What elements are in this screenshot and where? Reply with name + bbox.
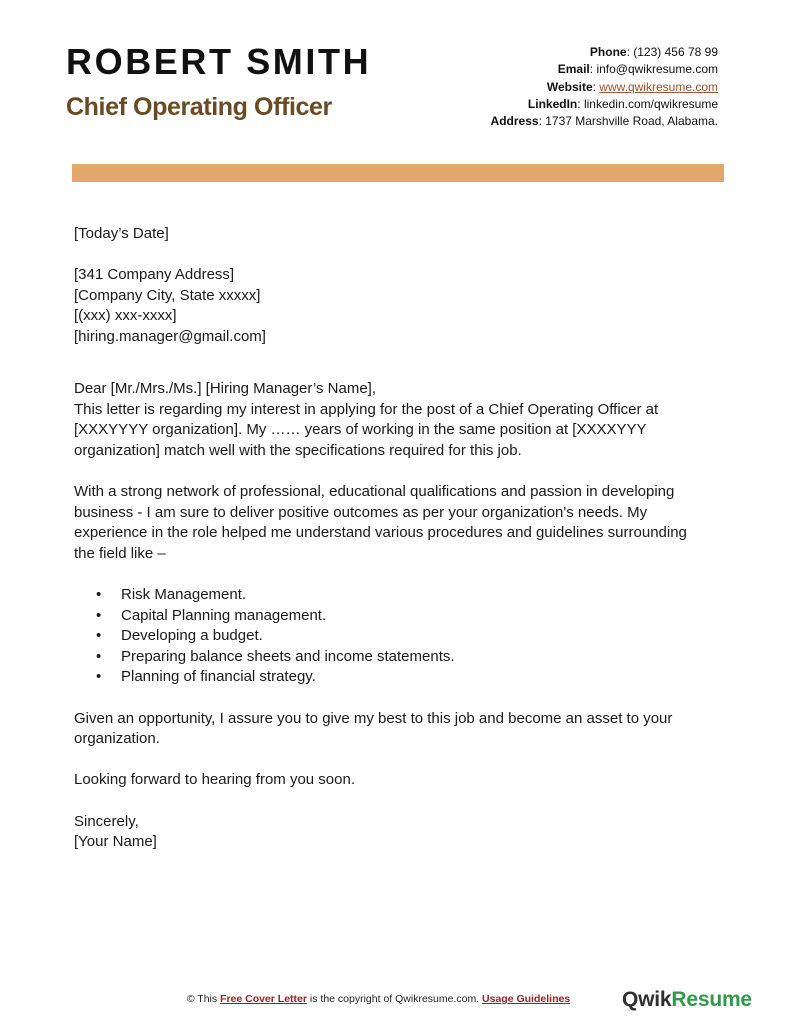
letter-date: [Today’s Date] (74, 225, 169, 242)
spacer (74, 791, 734, 812)
email-value[interactable]: info@qwikresume.com (596, 62, 718, 77)
usage-guidelines-link[interactable]: Usage Guidelines (482, 993, 571, 1005)
recipient-line: [Company City, State xxxxx] (74, 286, 261, 304)
list-item: • Risk Management. (121, 585, 734, 606)
list-item: • Preparing balance sheets and income statements. (121, 647, 734, 668)
paragraph-line: With a strong network of professional, educational qualifications and passion in developing (74, 483, 675, 501)
footer-prefix: © This (186, 993, 221, 1005)
recipient-line: [341 Company Address] (74, 266, 235, 284)
footer-middle: is the copyright of Qwikresume.com. (306, 993, 483, 1005)
logo-part-resume: Resume (671, 988, 752, 1011)
contact-phone: Phone: (123) 456 78 99 (589, 45, 718, 59)
spacer (74, 368, 734, 379)
recipient-line: [hiring.manager@gmail.com] (74, 327, 266, 345)
spacer (74, 750, 734, 771)
recipient-line: [(xxx) xxx-xxxx] (74, 307, 177, 325)
email-label: Email (557, 62, 590, 77)
spacer (74, 565, 734, 586)
linkedin-label: LinkedIn (527, 96, 578, 111)
spacer (74, 348, 734, 369)
list-item: • Developing a budget. (121, 626, 734, 647)
paragraph-1 (74, 400, 734, 462)
phone-value: (123) 456 78 99 (633, 45, 718, 59)
accent-divider (72, 164, 724, 182)
paragraph-line: the field like – (74, 544, 166, 562)
paragraph-line: This letter is regarding my interest in applying for the post of a Chief Operating Officer at (74, 400, 659, 418)
paragraph-4: Looking forward to hearing from you soon. (74, 771, 355, 789)
signature: [Your Name] (74, 833, 157, 851)
skills-list (74, 585, 734, 688)
logo-part-qwik: Qwik (622, 988, 672, 1011)
address-label: Address (490, 114, 539, 129)
contact-linkedin: LinkedIn: linkedin.com/qwikresume (527, 96, 718, 111)
spacer (74, 462, 734, 483)
qwikresume-logo[interactable] (622, 988, 752, 1012)
free-cover-letter-link[interactable]: Free Cover Letter (220, 993, 307, 1005)
paragraph-line: business - I am sure to deliver positive outcomes as per your organization's needs. My (74, 503, 648, 521)
closing: Sincerely, (74, 812, 139, 830)
salutation: Dear [Mr./Mrs./Ms.] [Hiring Manager’s Name], (74, 380, 377, 398)
job-title: Chief Operating Officer (66, 93, 332, 121)
letter-body (74, 224, 734, 853)
website-link[interactable]: www.qwikresume.com (599, 79, 718, 94)
linkedin-value[interactable]: linkedin.com/qwikresume (583, 96, 718, 111)
paragraph-line: experience in the role helped me understand various procedures and guidelines surrounding (74, 524, 687, 542)
website-label: Website (546, 79, 593, 94)
recipient-block (74, 265, 734, 347)
phone-label: Phone (589, 45, 627, 59)
list-item: • Capital Planning management. (121, 606, 734, 627)
spacer (74, 688, 734, 709)
contact-website: Website: www.qwikresume.com (546, 79, 718, 94)
candidate-name: ROBERT SMITH (66, 41, 372, 82)
spacer (74, 245, 734, 266)
paragraph-line: Given an opportunity, I assure you to give my best to this job and become an asset to your (74, 709, 673, 727)
contact-address: Address: 1737 Marshville Road, Alabama. (490, 114, 718, 129)
paragraph-line: organization. (74, 730, 160, 748)
paragraph-2 (74, 482, 734, 564)
list-item: • Planning of financial strategy. (121, 667, 734, 688)
contact-email: Email: info@qwikresume.com (557, 62, 718, 77)
address-value: 1737 Marshville Road, Alabama. (545, 114, 718, 129)
paragraph-3 (74, 709, 734, 750)
paragraph-line: [XXXYYYY organization]. My …… years of working in the same position at [XXXXYYY (74, 421, 647, 439)
contact-block (491, 44, 718, 130)
paragraph-line: organization] match well with the specifications required for this job. (74, 441, 522, 459)
